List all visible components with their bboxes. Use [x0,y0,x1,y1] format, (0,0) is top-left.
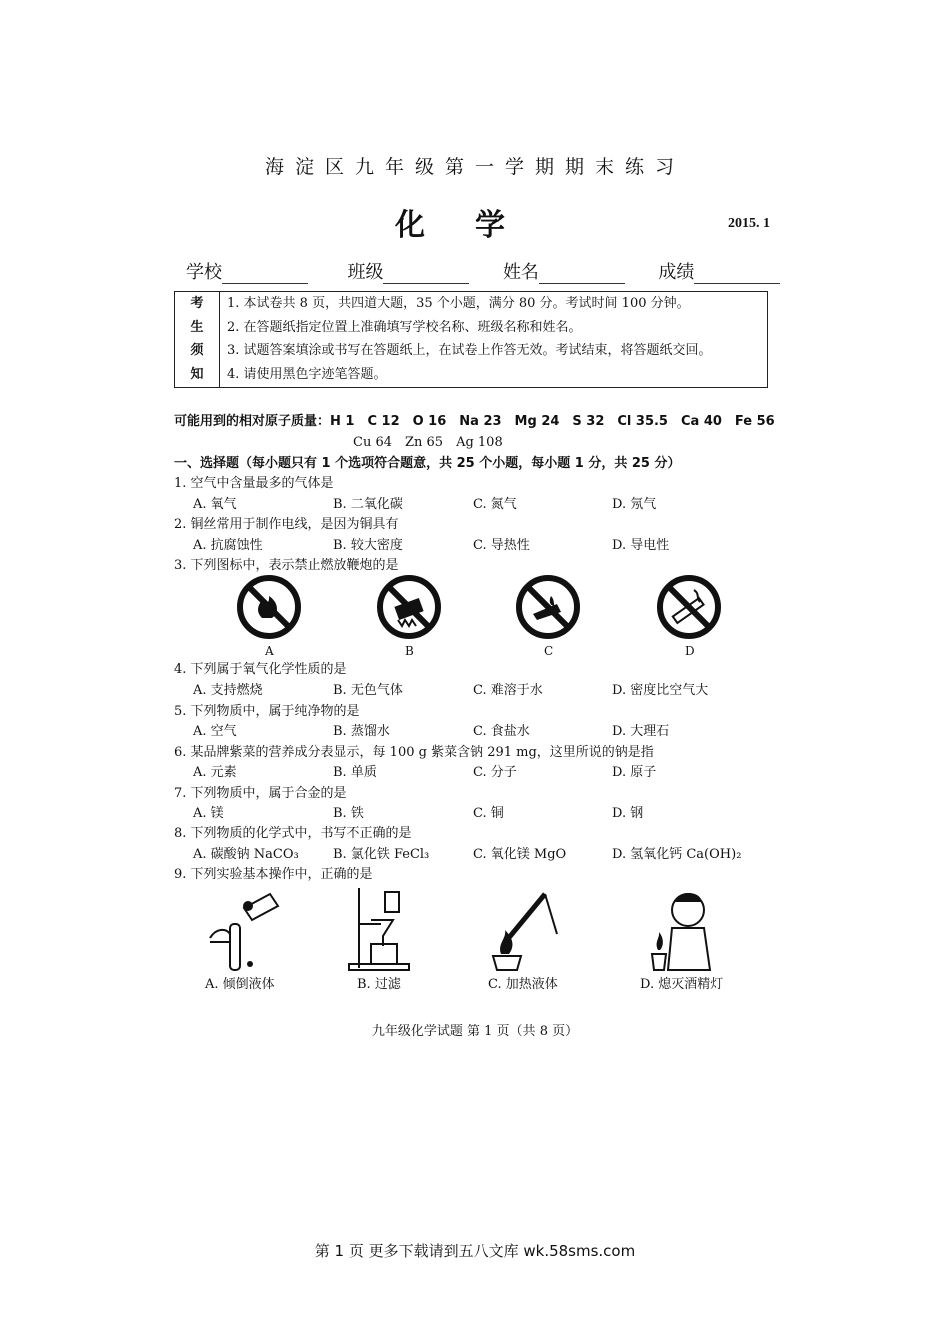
subject-title: 化学 [395,208,555,243]
option[interactable]: A. 空气 [193,724,237,739]
option[interactable]: C. 分子 [473,765,517,780]
option[interactable]: C. 加热液体 [488,977,558,992]
option[interactable]: D. 熄灭酒精灯 [640,977,724,992]
option[interactable]: B. 无色气体 [333,683,403,698]
student-info-row [186,258,780,284]
question-stem: 8. 下列物质的化学式中，书写不正确的是 [174,826,412,841]
question-stem: 4. 下列属于氧气化学性质的是 [174,662,347,677]
filtration-illustration-icon[interactable] [345,884,415,974]
field-score-label: 成绩 [658,262,695,283]
option[interactable]: D. 导电性 [612,538,670,553]
option[interactable]: C. 难溶于水 [473,683,543,698]
sign-label: C [544,644,554,658]
notice-side-char: 知 [190,366,204,382]
sign-label: A [265,644,274,658]
no-smoking-sign-icon[interactable] [656,574,722,640]
exam-date: 2015. 1 [728,216,770,231]
field-school-label: 学校 [186,262,222,283]
sign-label: B [405,644,414,658]
option[interactable]: C. 导热性 [473,538,530,553]
question-stem: 9. 下列实验基本操作中，正确的是 [174,867,373,882]
heating-liquid-illustration-icon[interactable] [485,884,565,974]
option[interactable]: B. 过滤 [357,977,401,992]
option[interactable]: A. 碳酸钠 NaCO₃ [193,847,299,862]
option[interactable]: C. 氧化镁 MgO [473,847,567,862]
notice-side-char: 生 [190,319,204,335]
sign-label: D [685,644,695,658]
field-class-blank[interactable] [383,265,469,284]
exam-notice-box [174,291,768,388]
notice-item: 4. 请使用黑色字迹笔答题。 [227,366,387,382]
question-stem: 5. 下列物质中，属于纯净物的是 [174,704,360,719]
field-score-blank[interactable] [694,265,780,284]
option[interactable]: B. 铁 [333,806,364,821]
field-class-label: 班级 [347,262,384,283]
page-footer: 九年级化学试题 第 1 页（共 8 页） [371,1024,579,1039]
notice-side-label [175,292,220,387]
option[interactable]: D. 钢 [612,806,644,821]
option[interactable]: A. 倾倒液体 [205,977,275,992]
notice-item: 1. 本试卷共 8 页，共四道大题，35 个小题，满分 80 分。考试时间 100 分钟。 [227,296,690,311]
question-stem: 7. 下列物质中，属于合金的是 [174,786,347,801]
option[interactable]: D. 氢氧化钙 Ca(OH)₂ [612,847,742,862]
extinguish-lamp-illustration-icon[interactable] [640,884,730,974]
option[interactable]: B. 氯化铁 FeCl₃ [333,847,430,862]
notice-item: 2. 在答题纸指定位置上准确填写学校名称、班级名称和姓名。 [227,319,582,335]
atomic-mass-line1: 可能用到的相对原子质量：H 1 C 12 O 16 Na 23 Mg 24 S 32 Cl 35.5 Ca 40 Fe 56 [174,414,775,429]
option[interactable]: B. 单质 [333,765,377,780]
pour-liquid-illustration-icon[interactable] [200,884,290,974]
option[interactable]: C. 食盐水 [473,724,530,739]
option[interactable]: B. 较大密度 [333,538,403,553]
notice-side-char: 考 [190,296,204,311]
option[interactable]: D. 原子 [612,765,657,780]
option[interactable]: C. 氮气 [473,497,517,512]
option[interactable]: A. 氧气 [193,497,237,512]
no-open-flame-sign-icon[interactable] [515,574,581,640]
no-fire-sign-icon[interactable] [236,574,302,640]
atomic-mass-line2: Cu 64 Zn 65 Ag 108 [353,435,503,450]
option[interactable]: A. 支持燃烧 [193,683,263,698]
notice-side-char: 须 [190,343,204,358]
option[interactable]: D. 氖气 [612,497,657,512]
field-name-label: 姓名 [502,262,539,283]
field-name-blank[interactable] [539,265,625,284]
question-stem: 3. 下列图标中，表示禁止燃放鞭炮的是 [174,558,399,573]
exam-title: 海淀区九年级第一学期期末练习 [264,156,685,178]
field-school-blank[interactable] [222,265,308,284]
question-stem: 1. 空气中含量最多的气体是 [174,476,334,491]
question-stem: 2. 铜丝常用于制作电线，是因为铜具有 [174,517,399,532]
question-stem: 6. 某品牌紫菜的营养成分表显示，每 100 g 紫菜含钠 291 mg，这里所说的钠是指 [174,745,654,760]
no-firecracker-sign-icon[interactable] [376,574,442,640]
option[interactable]: B. 二氧化碳 [333,497,403,512]
option[interactable]: D. 密度比空气大 [612,683,709,698]
section-heading: 一、选择题（每小题只有 1 个选项符合题意，共 25 个小题，每小题 1 分，共 25 分） [174,456,681,471]
option[interactable]: A. 元素 [193,765,237,780]
notice-item: 3. 试题答案填涂或书写在答题纸上，在试卷上作答无效。考试结束，将答题纸交回。 [227,343,712,358]
option[interactable]: C. 铜 [473,806,504,821]
download-note: 第 1 页 更多下载请到五八文库 wk.58sms.com [314,1242,636,1260]
option[interactable]: D. 大理石 [612,724,670,739]
option[interactable]: B. 蒸馏水 [333,724,390,739]
option[interactable]: A. 抗腐蚀性 [193,538,263,553]
option[interactable]: A. 镁 [193,806,224,821]
